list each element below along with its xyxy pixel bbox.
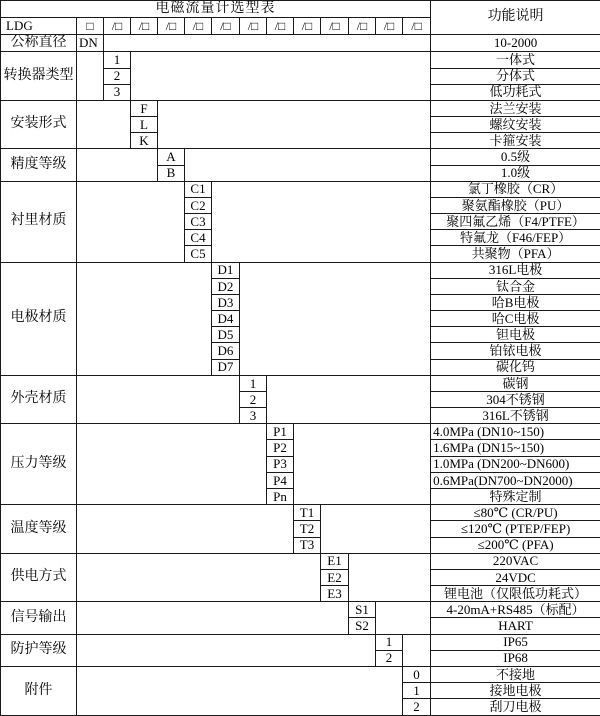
option-desc: IP68 [431,650,600,666]
option-code: B [158,165,185,181]
option-desc: 1.6MPa (DN15~150) [431,440,600,456]
option-desc: 0.6MPa(DN700~DN2000) [431,472,600,488]
category-label: 精度等级 [1,149,77,181]
model-slash-box: /□ [158,18,185,35]
category-label: 转换器类型 [1,52,77,101]
option-code: C5 [185,246,212,262]
option-desc: 316L电极 [431,262,600,278]
option-code: D6 [212,343,240,359]
category-label: 压力等级 [1,424,77,505]
option-desc: 不接地 [431,666,600,682]
spacer-cell [77,262,212,375]
category-label: 电极材质 [1,262,77,375]
option-code: 1 [376,634,403,650]
spacer-cell [403,634,431,666]
option-desc: 4-20mA+RS485（标配） [431,602,600,618]
option-code: 2 [376,650,403,666]
option-code: C1 [185,181,212,197]
option-code: D4 [212,311,240,327]
option-code: E2 [321,569,349,585]
option-code: D1 [212,262,240,278]
option-code: A [158,149,185,165]
option-desc: IP65 [431,634,600,650]
option-code: T1 [294,505,321,521]
option-desc: HART [431,618,600,634]
spacer-cell [185,149,431,181]
option-desc: 共聚物（PFA） [431,246,600,262]
option-code: D7 [212,359,240,375]
model-slash-box: /□ [376,18,403,35]
option-code: 0 [403,666,431,682]
model-slash-box: /□ [131,18,158,35]
table-title: 电磁流量计选型表 [1,1,431,18]
spacer-cell [131,52,431,101]
model-prefix: LDG [1,18,77,35]
option-code: Pn [267,488,294,504]
category-label: 公称直径 [1,35,77,52]
option-desc: 聚四氟乙烯（F4/PTFE） [431,214,600,230]
model-slash-box: /□ [104,18,131,35]
option-code: P1 [267,424,294,440]
spacer-cell [77,666,403,715]
option-desc: 接地电极 [431,683,600,699]
option-desc: 1.0级 [431,165,600,181]
option-desc: 1.0MPa (DN200~DN600) [431,456,600,472]
spacer-cell [212,181,431,262]
category-label: 信号输出 [1,602,77,634]
option-desc: 哈C电极 [431,311,600,327]
option-desc: 24VDC [431,569,600,585]
option-desc: ≤200℃ (PFA) [431,537,600,553]
category-label: 供电方式 [1,553,77,602]
option-desc: 刮刀电极 [431,699,600,716]
option-desc: 氯丁橡胶（CR） [431,181,600,197]
spacer-cell [267,375,431,424]
option-desc: 碳钢 [431,375,600,391]
model-slash-box: /□ [240,18,267,35]
option-desc: 钛合金 [431,278,600,294]
option-code: S2 [349,618,376,634]
option-desc: 316L不锈钢 [431,408,600,424]
category-label: 附件 [1,666,77,715]
spacer-cell [77,52,104,101]
category-label: 安装形式 [1,100,77,149]
spacer-cell [77,100,131,149]
option-code: T2 [294,521,321,537]
model-base-box: □ [77,18,104,35]
option-desc: 法兰安装 [431,100,600,116]
model-slash-box: /□ [185,18,212,35]
spacer-cell [104,35,431,52]
model-slash-box: /□ [294,18,321,35]
option-desc: 卡箍安装 [431,133,600,149]
model-slash-box: /□ [321,18,349,35]
option-desc: 低功耗式 [431,84,600,100]
option-code: F [131,100,158,116]
spacer-cell [77,634,376,666]
option-desc: 分体式 [431,68,600,84]
option-desc: 钽电极 [431,327,600,343]
category-label: 衬里材质 [1,181,77,262]
option-code: E3 [321,586,349,602]
spacer-cell [77,602,349,634]
spacer-cell [77,553,321,602]
option-desc: ≤80℃ (CR/PU) [431,505,600,521]
option-code: P2 [267,440,294,456]
option-code: 2 [240,391,267,407]
option-code: T3 [294,537,321,553]
model-slash-box: /□ [349,18,376,35]
option-desc: ≤120℃ (PTEP/FEP) [431,521,600,537]
spacer-cell [321,505,431,554]
option-code: L [131,117,158,133]
option-code: 2 [403,699,431,716]
option-code: P3 [267,456,294,472]
spacer-cell [77,505,294,554]
spacer-cell [376,602,431,634]
option-desc: 聚氨酯橡胶（PU） [431,197,600,213]
option-desc: 铂铱电极 [431,343,600,359]
option-code: 1 [403,683,431,699]
option-desc: 碳化钨 [431,359,600,375]
spacer-cell [77,375,240,424]
spacer-cell [77,181,185,262]
option-code: D5 [212,327,240,343]
option-desc: 螺纹安装 [431,117,600,133]
model-slash-box: /□ [267,18,294,35]
option-desc: 特殊定制 [431,488,600,504]
option-code: E1 [321,553,349,569]
option-code: 1 [104,52,131,68]
option-code: 3 [240,408,267,424]
spacer-cell [240,262,431,375]
option-code: D3 [212,294,240,310]
spacer-cell [158,100,431,149]
category-label: 外壳材质 [1,375,77,424]
option-desc: 4.0MPa (DN10~150) [431,424,600,440]
option-code: C2 [185,197,212,213]
function-header: 功能说明 [431,1,600,35]
model-slash-box: /□ [403,18,431,35]
spacer-cell [77,424,267,505]
model-slash-box: /□ [212,18,240,35]
option-code: 1 [240,375,267,391]
option-code: C4 [185,230,212,246]
option-code: 2 [104,68,131,84]
option-desc: 10-2000 [431,35,600,52]
option-code: C3 [185,214,212,230]
option-desc: 0.5级 [431,149,600,165]
spacer-cell [77,149,158,181]
option-desc: 220VAC [431,553,600,569]
spacer-cell [294,424,431,505]
category-label: 防护等级 [1,634,77,666]
spacer-cell [349,553,431,602]
category-label: 温度等级 [1,505,77,554]
option-desc: 一体式 [431,52,600,68]
option-desc: 锂电池（仅限低功耗式） [431,586,600,602]
option-code: S1 [349,602,376,618]
option-desc: 304不锈钢 [431,391,600,407]
option-code: D2 [212,278,240,294]
option-desc: 哈B电极 [431,294,600,310]
option-code: K [131,133,158,149]
option-code: DN [77,35,104,52]
option-desc: 特氟龙（F46/FEP） [431,230,600,246]
option-code: 3 [104,84,131,100]
option-code: P4 [267,472,294,488]
